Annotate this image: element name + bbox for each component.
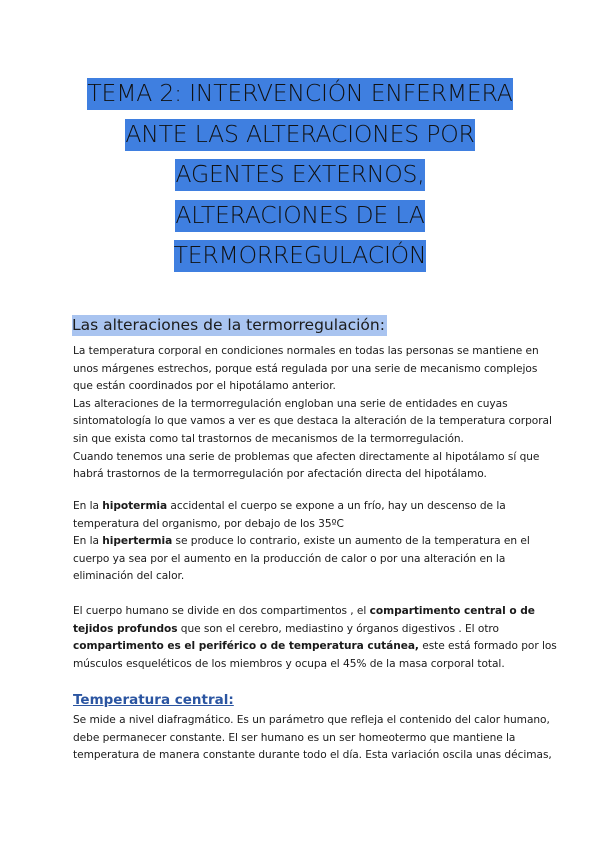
text-line: La temperatura corporal en condiciones normales en todas las personas se mantiene en — [73, 345, 539, 357]
compartments-paragraph — [73, 603, 557, 673]
text-line: temperatura de manera constante durante todo el día. Esta variación oscila unas décimas, — [73, 749, 552, 762]
temperature-heading: Temperatura central: — [73, 692, 234, 708]
text-line: sintomatología lo que vamos a ver es que destaca la alteración de la temperatura corporal — [73, 415, 552, 428]
text-line: debe permanecer constante. El ser humano es un ser homeotermo que mantiene la — [73, 731, 516, 744]
text-line: Se mide a nivel diafragmático. Es un parámetro que refleja el contenido del calor humano, — [73, 714, 550, 726]
text-line: habrá trastornos de la termorregulación por afectación directa del hipotálamo. — [73, 468, 487, 481]
title-line: AGENTES EXTERNOS, — [60, 154, 540, 195]
section-heading: Las alteraciones de la termorregulación: — [72, 316, 385, 334]
title-line: TERMORREGULACIÓN — [60, 235, 540, 276]
text-line: cuerpo ya sea por el aumento en la producción de calor o por una alteración en la — [73, 552, 506, 565]
text-line: Cuando tenemos una serie de problemas que afecten directamente al hipotálamo sí que — [73, 450, 540, 463]
term-hipotermia: hipotermia — [102, 500, 168, 512]
text-line: El cuerpo humano se divide en dos compartimentos , el compartimento central o de — [73, 605, 535, 617]
text-line: Las alteraciones de la termorregulación engloban una serie de entidades en cuyas — [73, 397, 508, 410]
title-line: TEMA 2: INTERVENCIÓN ENFERMERA — [60, 73, 540, 114]
text-line: eliminación del calor. — [73, 570, 185, 583]
text-line: En la hipertermia se produce lo contrario, existe un aumento de la temperatura en el — [73, 535, 530, 548]
hypothermia-paragraph — [73, 498, 533, 586]
text-line: sin que exista como tal trastornos de mecanismos de la termorregulación. — [73, 432, 464, 445]
text-line: En la hipotermia accidental el cuerpo se expone a un frío, hay un descenso de la — [73, 500, 506, 512]
text-line: unos márgenes estrechos, porque está regulada por una serie de mecanismo complejos — [73, 362, 538, 375]
text-line: que están coordinados por el hipotálamo anterior. — [73, 380, 336, 393]
temperature-paragraph — [73, 712, 552, 765]
text-line: compartimento es el periférico o de temperatura cutánea, este está formado por los — [73, 640, 557, 653]
document-title — [60, 73, 540, 276]
intro-paragraph — [73, 343, 552, 484]
text-line: temperatura del organismo, por debajo de los 35ºC — [73, 517, 344, 530]
title-line: ANTE LAS ALTERACIONES POR — [60, 114, 540, 155]
term-hipertermia: hipertermia — [102, 535, 173, 548]
text-line: tejidos profundos que son el cerebro, mediastino y órganos digestivos . El otro — [73, 622, 499, 635]
text-line: músculos esqueléticos de los miembros y ocupa el 45% de la masa corporal total. — [73, 657, 505, 670]
title-line: ALTERACIONES DE LA — [60, 195, 540, 236]
